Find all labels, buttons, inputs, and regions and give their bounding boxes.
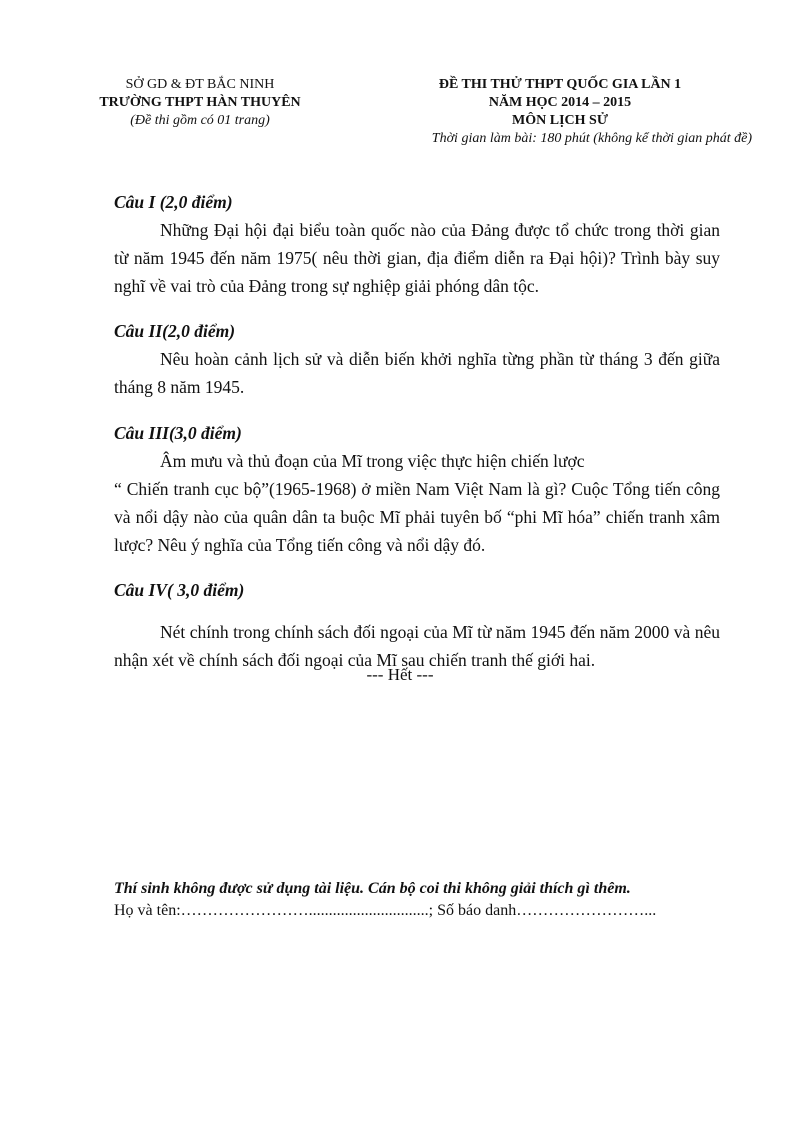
header-school-block <box>70 76 330 130</box>
time-limit: Thời gian làm bài: 180 phút (không kể thời gian phát đề) <box>431 131 752 146</box>
question-4 <box>114 576 720 674</box>
footer-note: Thí sinh không được sử dụng tài liệu. Cán bộ coi thi không giải thích gì thêm. <box>114 880 631 897</box>
question-2 <box>114 317 720 401</box>
school-name: TRƯỜNG THPT HÀN THUYÊN <box>99 95 301 110</box>
question-4-title: Câu IV( 3,0 điểm) <box>114 580 245 600</box>
header-exam-block <box>360 76 760 148</box>
end-mark: --- Hết --- <box>366 665 434 684</box>
department-name: SỞ GD & ĐT BẮC NINH <box>125 77 275 92</box>
school-year: NĂM HỌC 2014 – 2015 <box>488 95 632 110</box>
question-4-text: Nét chính trong chính sách đối ngoại của Mĩ từ năm 1945 đến năm 2000 và nêu nhận xét về chính sách đối ngoại của Mĩ sau chiến tranh thế giới hai. <box>114 622 720 670</box>
question-3-text-rest: “ Chiến tranh cục bộ”(1965-1968) ở miền Nam Việt Nam là gì? Cuộc Tổng tiến công và nổi dậy nào của quân dân ta buộc Mĩ phải tuyên bố “phi Mĩ hóa” chiến tranh xâm lược? Nêu ý nghĩa của Tổng tiến công và nổi dậy đó. <box>114 479 720 555</box>
question-2-text: Nêu hoàn cảnh lịch sử và diễn biến khởi nghĩa từng phần từ tháng 3 đến giữa tháng 8 năm 1945. <box>114 349 720 397</box>
question-3-text-line1: Âm mưu và thủ đoạn của Mĩ trong việc thực hiện chiến lược <box>160 451 585 471</box>
exam-title: ĐỀ THI THỬ THPT QUỐC GIA LẦN 1 <box>438 77 682 92</box>
question-1 <box>114 188 720 300</box>
subject-name: MÔN LỊCH SỬ <box>512 113 608 128</box>
footer <box>114 878 734 922</box>
question-1-title: Câu I (2,0 điểm) <box>114 192 233 212</box>
question-2-title: Câu II(2,0 điểm) <box>114 321 236 341</box>
question-1-text: Những Đại hội đại biểu toàn quốc nào của Đảng được tổ chức trong thời gian từ năm 1945 đến năm 1975( nêu thời gian, địa điểm diễn ra Đại hội)? Trình bày suy nghĩ về vai trò của Đảng trong sự nghiệp giải phóng dân tộc. <box>114 220 720 296</box>
question-3 <box>114 419 720 559</box>
page-count-note: (Đề thi gồm có 01 trang) <box>130 113 270 128</box>
question-3-title: Câu III(3,0 điểm) <box>114 423 242 443</box>
candidate-info-line: Họ và tên:……………………..............................; Số báo danh……………………... <box>114 902 657 919</box>
